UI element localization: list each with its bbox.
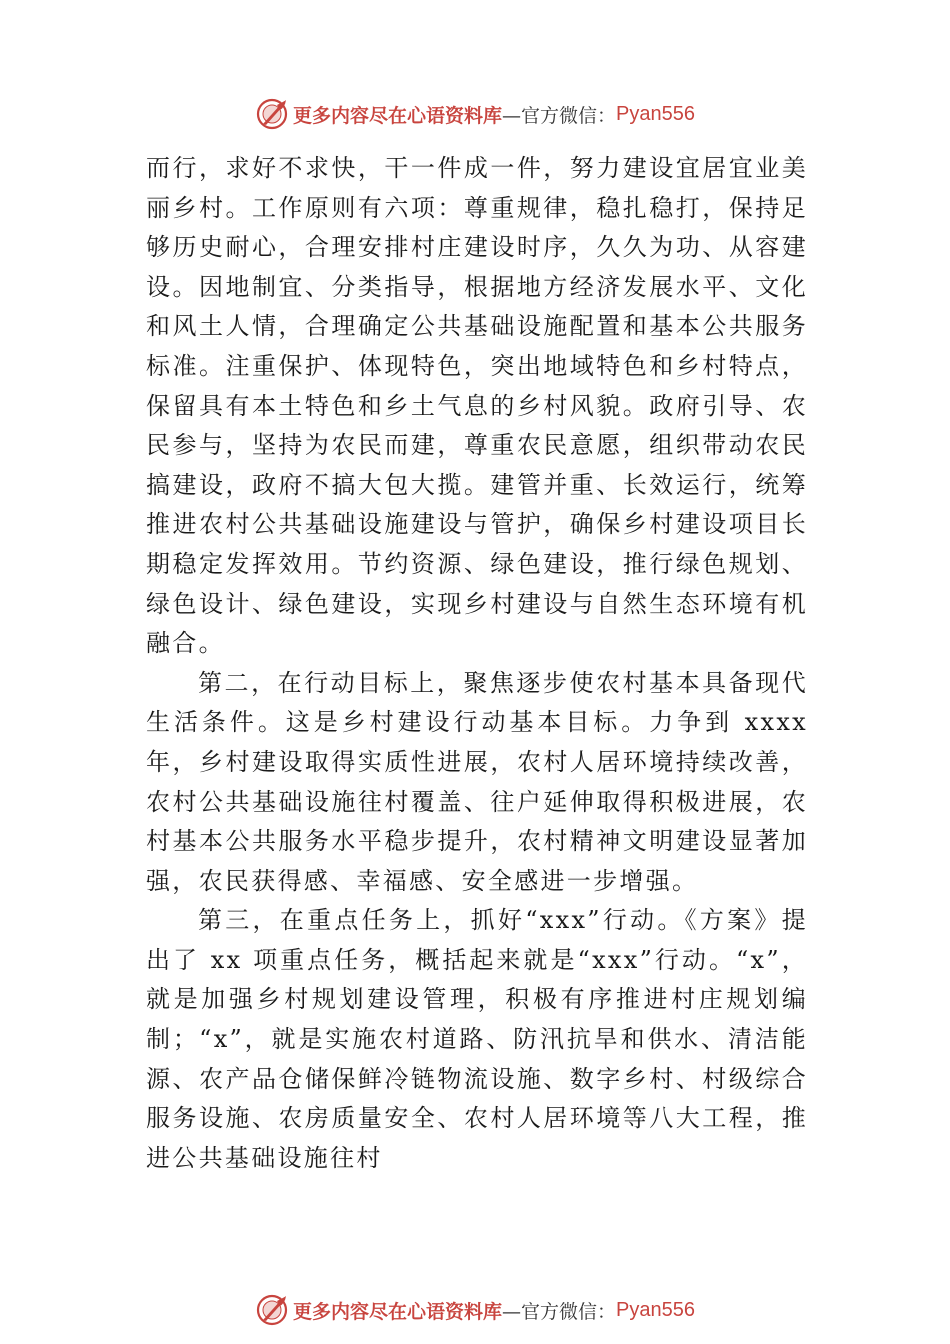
document-body <box>146 149 808 1178</box>
body-paragraph: 而行，求好不求快，干一件成一件，努力建设宜居宜业美丽乡村。工作原则有六项：尊重规律，稳扎稳打，保持足够历史耐心，合理安排村庄建设时序，久久为功、从容建设。因地制宜、分类指导，根据地方经济发展水平、文化和风土人情，合理确定公共基础设施配置和基本公共服务标准。注重保护、体现特色，突出地域特色和乡村特点，保留具有本土特色和乡土气息的乡村风貌。政府引导、农民参与，坚持为农民而建，尊重农民意愿，组织带动农民搞建设，政府不搞大包大揽。建管并重、长效运行，统筹推进农村公共基础设施建设与管护，确保乡村建设项目长期稳定发挥效用。节约资源、绿色建设，推行绿色规划、绿色设计、绿色建设，实现乡村建设与自然生态环境有机融合。 <box>146 154 808 658</box>
header-brand-text: 更多内容尽在心语资料库 <box>293 104 503 127</box>
body-paragraph: 第二，在行动目标上，聚焦逐步使农村基本具备现代生活条件。这是乡村建设行动基本目标。力争到 xxxx 年，乡村建设取得实质性进展，农村人居环境持续改善，农村公共基础设施往村覆盖、往户延伸取得积极进展，农村基本公共服务水平稳步提升，农村精神文明建设显著加强，农民获得感、幸福感、安全感进一步增强。 <box>146 668 808 895</box>
footer-wechat-label: —官方微信： <box>502 1300 617 1323</box>
header-banner <box>0 94 950 134</box>
footer-wechat-id: Pyan556 <box>616 1298 695 1321</box>
footer-brand-text: 更多内容尽在心语资料库 <box>293 1300 503 1323</box>
header-wechat-label: —官方微信： <box>502 104 617 127</box>
footer-banner <box>0 1290 950 1330</box>
body-paragraph: 第三，在重点任务上，抓好“xxx”行动。《方案》提出了 xx 项重点任务，概括起来就是“xxx”行动。“x”，就是加强乡村规划建设管理，积极有序推进村庄规划编制；“x”，就是实施农村道路、防汛抗旱和供水、清洁能源、农产品仓储保鲜冷链物流设施、数字乡村、村级综合服务设施、农房质量安全、农村人居环境等八大工程，推进公共基础设施往村 <box>146 906 808 1172</box>
header-wechat-id: Pyan556 <box>616 102 695 125</box>
quill-seal-logo-icon <box>255 97 289 131</box>
quill-seal-logo-icon <box>255 1293 289 1327</box>
